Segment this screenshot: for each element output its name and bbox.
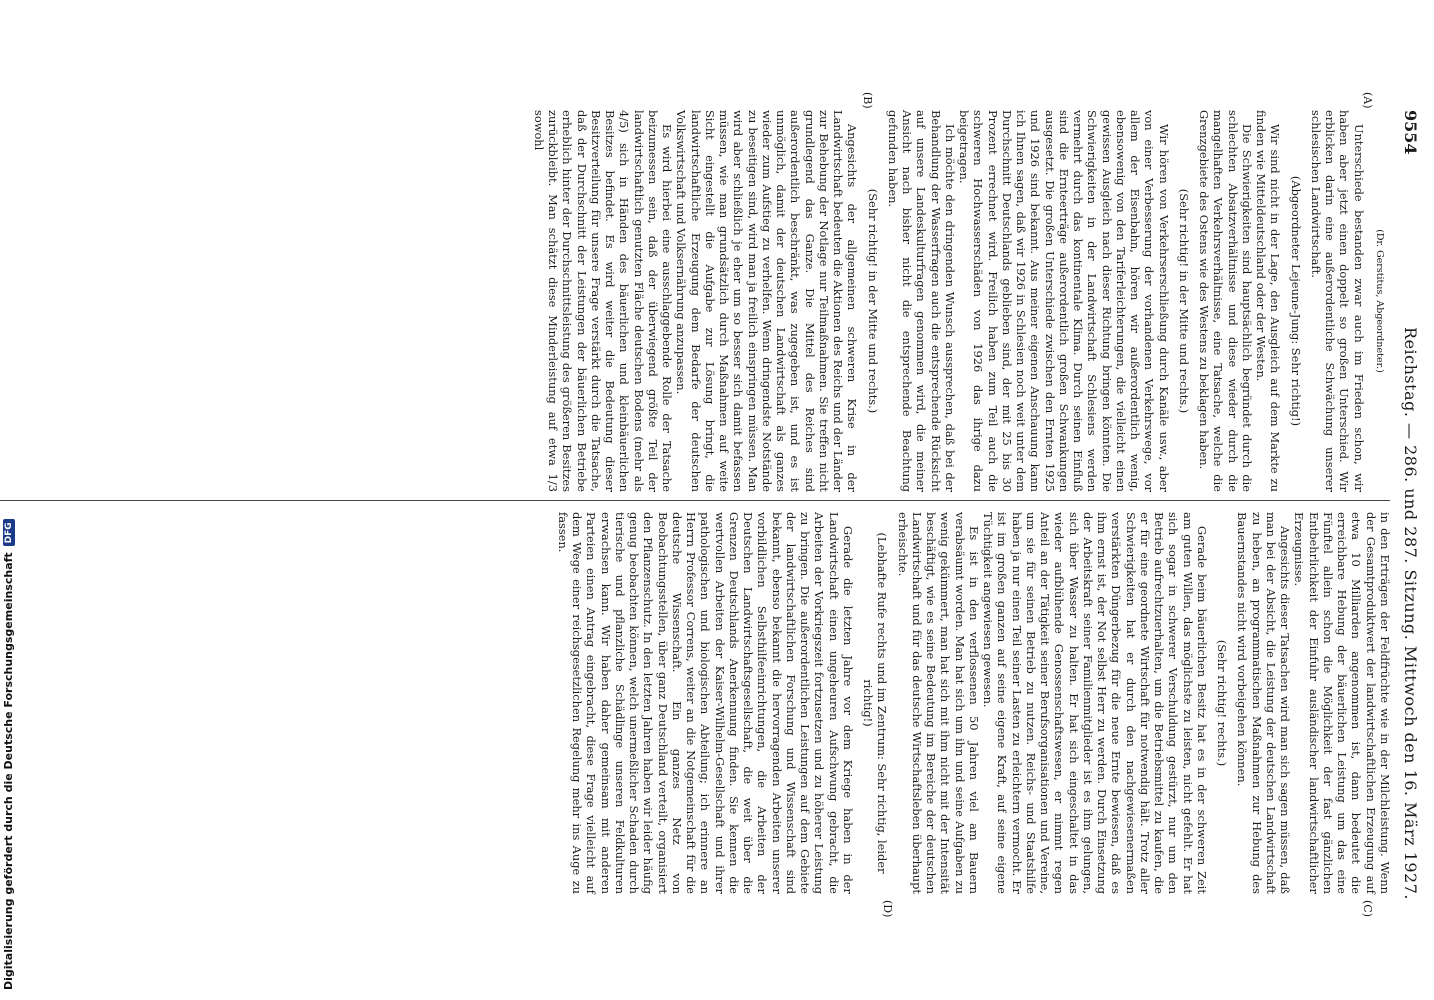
margin-marker-b: (B) [861,92,874,109]
interjection: (Lebhafte Rufe rechts und im Zentrum: Sehr richtig, leider richtig!) [861,532,890,874]
left-column [532,110,1392,492]
speaker-line: (Dr. Gerstitus, Abgeordneter.) [1374,229,1385,373]
paragraph: Gerade die letzten Jahre vor dem Kriege haben in der Landwirtschaft einen ungeheuren Aufschwung gebracht, die Arbeiten der Vorkriegszeit fortzusetzen und zu höherer Leistung zu bringen. Die außerordentlichen Leistungen auf dem Gebiete der landwirtschaftlichen Forschung und Wissenschaft sind bekannt, ebenso bekannt die hervorragenden Arbeiten unserer vorbildlichen Selbsthilfeeinrichtungen, die Arbeiten der Deutschen Landwirtschaftsgesellschaft, die weit über die Grenzen Deutschlands Anerkennung finden. Sie kennen die wertvollen Arbeiten der Kaiser-Wilhelm-Gesellschaft und ihrer pathologischen und biologischen Abteilung; ich erinnere an Herrn Professor Correns, weiter an die Notgemeinschaft für die deutsche Wissenschaft. Ein ganzes Netz von Beobachtungsstellen, über ganz Deutschland verteilt, organisiert den Pflanzenschutz. In den letzten Jahren haben wir leider häufig genug beobachten können, welch unermeßlicher Schaden durch tierische und pflanzliche Schädlinge unseren Feldkulturen erwachsen kann. Wir haben daher gemeinsam mit anderen Parteien einen Antrag eingebracht, diese Frage vielleicht auf dem Wege einer reichsgesetzlichen Regelung mehr ins Auge zu fassen. [556,512,855,894]
paragraph: in den Erträgen der Feldfrüchte wie in der Milchleistung. Wenn der Gesamtproduktwert der landwirtschaftlichen Erzeugung auf etwa 10 Milliarden angenommen ist, dann bedeutet die erreichbare Hebung der bäuerlichen Leistung um das eine Fünftel allein schon die Möglichkeit der fast gänzlichen Entbehrlichkeit der Einfuhr ausländischer landwirtschaftlicher Erzeugnisse. [1292,512,1392,894]
column-divider [0,500,1390,501]
paragraph: Ich möchte den dringenden Wunsch aussprechen, daß bei der Behandlung der Wasserfragen auch die entsprechende Rücksicht auf unsere Landeskulturfragen genommen wird, die meiner Ansicht nach bisher nicht die entsprechende Beachtung gefunden haben. [886,110,957,492]
paragraph: Gerade beim bäuerlichen Besitz hat es in der schweren Zeit am guten Willen, das möglichste zu leisten, nicht gefehlt. Er hat sich sogar in schwerer Verschuldung gestürzt, nur um den Betrieb aufrechtzuerhalten, um die Betriebsmittel zu kaufen, die er für eine geordnete Wirtschaft für notwendig hält. Trotz aller Schwierigkeiten hat er durch den nachgewiesenermaßen verstärkten Düngerbezug für die neue Ernte bewiesen, daß es ihm ernst ist, der Not selbst Herr zu werden. Durch Einsetzung der Arbeitskraft seiner Familienmitglieder ist es ihm gelungen, sich über Wasser zu halten. Er hat sich eingeschaltet in das wieder aufblühende Genossenschaftswesen, er nimmt regen Anteil an der Tätigkeit seiner Berufsorganisationen und Vereine, um sie für seinen Betrieb zu nutzen. Reichs- und Staatshilfe haben ja nur einen Teil seiner Lasten zu erleichtern vermocht. Er ist im großen ganzen auf seine eigene Kraft, auf seine eigene Tüchtigkeit angewiesen gewesen. [981,512,1209,894]
paragraph: Unterschiede bestanden zwar auch im Frieden schon, wir haben aber jetzt einen doppelt so großen Unterschied. Wir erblicken darin eine außerordentliche Schwächung unserer schlesischen Landwirtschaft. [1309,110,1366,492]
page-number: 9554 [1401,110,1420,155]
interjection: (Sehr richtig! in der Mitte und rechts.) [1177,188,1191,414]
paragraph: Die Schwierigkeiten sind hauptsächlich begründet durch die schlechten Absatzverhältnisse und diese wieder durch die mangelhaften Verkehrsverhältnisse, eine Tatsache, welche die Grenzgebiete des Ostens wie des Westens zu beklagen haben. [1197,110,1254,492]
margin-marker-c: (C) [1361,900,1374,917]
right-column [556,512,1392,894]
paragraph: Angesichts dieser Tatsachen wird man sich sagen müssen, daß man bei der Absicht, die Leistung der deutschen Landwirtschaft zu heben, an programmatischen Maßnahmen zur Hebung des Bauernstandes nicht wird vorbeigehen können. [1235,512,1293,894]
credit-text: Digitalisierung gefördert durch die Deutsche Forschungsgemeinschaft [2,552,15,990]
dfg-logo-icon: DFG [3,519,15,546]
margin-marker-a: (A) [1361,92,1374,109]
interjection: (Sehr richtig! in der Mitte und rechts.) [865,188,880,414]
digitization-credit [2,519,15,990]
running-title: Reichstag. — 286. und 287. Sitzung. Mittwoch den 16. März 1927. [1401,327,1420,900]
page-header [1394,110,1420,900]
paragraph: Wir sind nicht in der Lage, den Ausgleich auf dem Markte zu finden wie Mitteldeutschland oder der Westen. [1254,110,1283,492]
interjection: (Abgeordneter Lejeune-Jung: Sehr richtig!) [1288,175,1303,427]
interjection: (Sehr richtig! rechts.) [1215,639,1230,767]
paragraph: Es wird hierbei eine ausschlaggebende Rolle der Tatsache beizumessen sein, daß der überwiegend größte Teil der landwirtschaftlich genutzten Fläche deutschen Bodens (mehr als 4/5) sich in Händen des bäuerlichen und kleinbäuerlichen Besitzes befindet. Es wird weiter die Bedeutung dieser Besitzverteilung für unsere Frage verstärkt durch die Tatsache, daß der Durchschnitt der Leistungen der bäuerlichen Betriebe erheblich hinter der Durchschnittsleistung des größeren Besitzes zurückbleibt. Man schätzt diese Minderleistung auf etwa 1/3 sowohl [532,110,675,492]
paragraph: Wir hören von Verkehrserschließung durch Kanäle usw., aber von einer Verbesserung der vorhandenen Verkehrswege, vor allem der Eisenbahn, hören wir außerordentlich wenig, ebensowenig von den Tariferleichterungen, die vielleicht einen gewissen Ausgleich nach dieser Richtung bringen könnten. Die Schwierigkeiten in der Landwirtschaft Schlesiens werden vermehrt durch das kontinentale Klima. Durch seinen Einfluß sind die Ernteerträge außerordentlich großen Schwankungen ausgesetzt. Die großen Unterschiede zwischen den Ernten 1925 und 1926 sind bekannt. Aus meiner eigenen Anschauung kann ich Ihnen sagen, daß wir 1926 in Schlesien noch weit unter dem Durchschnitt Deutschlands geblieben sind, der mit 25 bis 30 Prozent errechnet wird. Freilich haben zum Teil auch die schweren Hochwasserschäden von 1926 das ihrige dazu beigetragen. [957,110,1171,492]
paragraph: Es ist in den verflossenen 50 Jahren viel am Bauern verabsäumt worden. Man hat sich um ihn und seine Aufgaben zu wenig gekümmert, man hat sich mit ihm nicht mit der Intensität beschäftigt, wie es seine Bedeutung im Bereiche der deutschen Landwirtschaft und für das deutsche Wirtschaftsleben überhaupt erheischte. [895,512,981,894]
margin-marker-d: (D) [881,900,894,918]
paragraph: Angesichts der allgemeinen schweren Krise in der Landwirtschaft bedeuten die Aktionen des Reichs und der Länder zur Behebung der Notlage nur Teilmaßnahmen. Sie treffen nicht grundlegend das Ganze. Die Mittel des Reiches sind außerordentlich beschränkt, was zugegeben ist, und es ist unmöglich, damit der deutschen Landwirtschaft als ganzes wieder zum Aufstieg zu verhelfen. Wenn dringendste Notstände zu beseitigen sind, wird man ja freilich einspringen müssen. Man wird aber schließlich je eher um so besser sich damit befassen müssen, wie man grundsätzlich durch Maßnahmen auf weite Sicht eingestellt die Aufgabe zur Lösung bringt, die landwirtschaftliche Erzeugung dem Bedarfe der deutschen Volkswirtschaft und Volksernährung anzupassen. [674,110,860,492]
